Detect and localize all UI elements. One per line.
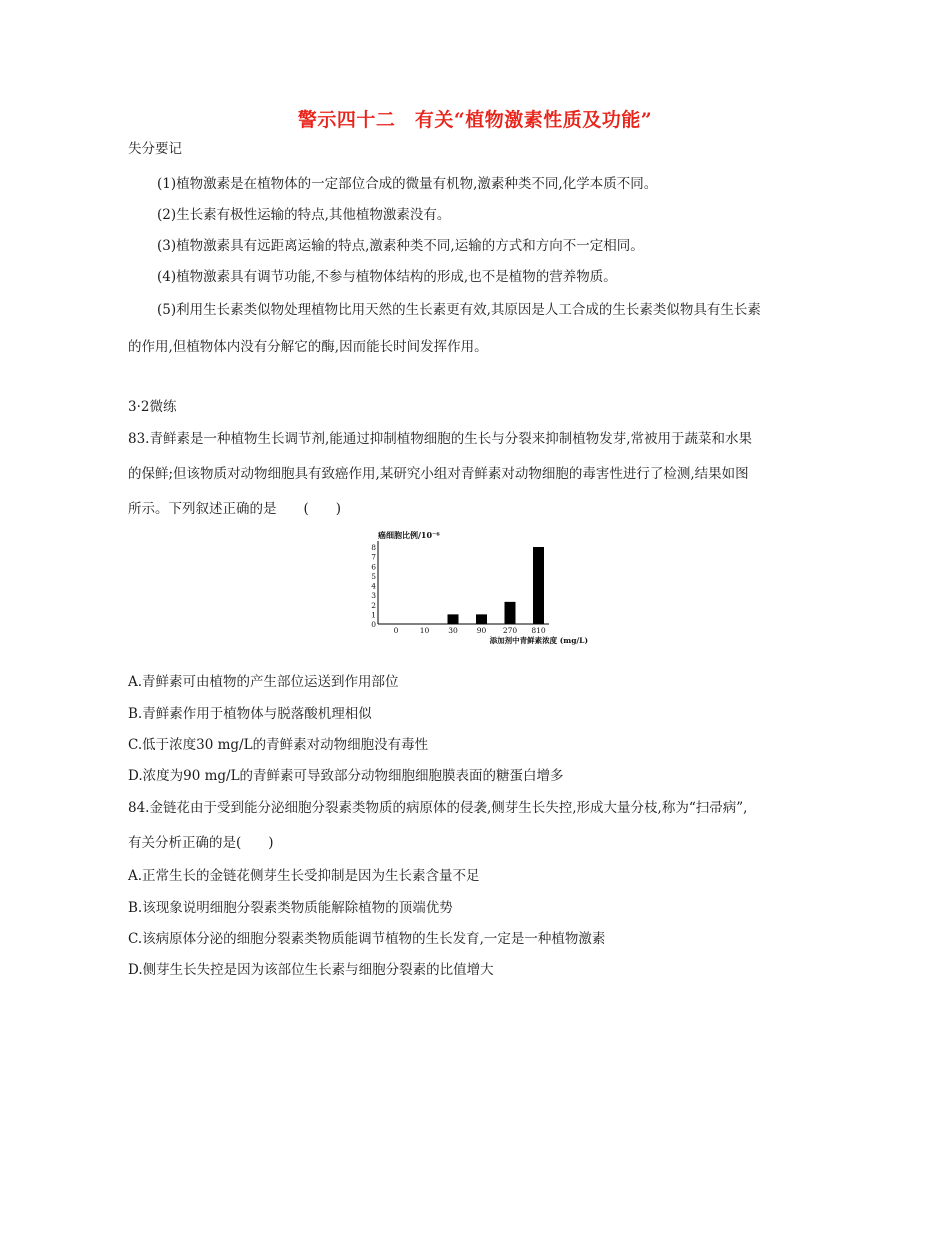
y-tick-label: 2 bbox=[371, 600, 376, 610]
bar-270 bbox=[505, 602, 516, 624]
q84-option-c: C.该病原体分泌的细胞分裂素类物质能调节植物的生长发育,一定是一种植物激素 bbox=[128, 931, 606, 947]
section-heading-practice: 3·2微练 bbox=[128, 399, 177, 415]
x-tick-label: 810 bbox=[531, 626, 546, 635]
bar-30 bbox=[448, 614, 459, 624]
page-title: 警示四十二 有关“植物激素性质及功能” bbox=[297, 109, 653, 131]
section-heading-warning: 失分要记 bbox=[128, 141, 182, 157]
q83-line-2: 的保鲜;但该物质对动物细胞具有致癌作用,某研究小组对青鲜素对动物细胞的毒害性进行了检测,结果如图 bbox=[128, 466, 749, 482]
y-tick-label: 0 bbox=[371, 620, 376, 629]
q84-option-a: A.正常生长的金链花侧芽生长受抑制是因为生长素含量不足 bbox=[128, 868, 480, 884]
bars bbox=[448, 547, 545, 624]
q83-option-d: D.浓度为90 mg/L的青鲜素可导致部分动物细胞细胞膜表面的糖蛋白增多 bbox=[128, 768, 564, 784]
chart-xlabel: 添加剂中青鲜素浓度 (mg/L) bbox=[489, 636, 588, 645]
q84-option-b: B.该现象说明细胞分裂素类物质能解除植物的顶端优势 bbox=[128, 900, 453, 916]
q83-line-3: 所示。下列叙述正确的是 ( ) bbox=[128, 501, 342, 517]
bar-90 bbox=[476, 614, 487, 624]
q83-option-b: B.青鲜素作用于植物体与脱落酸机理相似 bbox=[128, 706, 372, 722]
y-tick-label: 6 bbox=[371, 562, 376, 572]
q84-line-2: 有关分析正确的是( ) bbox=[128, 835, 274, 851]
chart-ylabel: 癌细胞比例/10⁻⁶ bbox=[378, 530, 440, 540]
y-tick-label: 3 bbox=[371, 591, 376, 601]
x-tick-label: 30 bbox=[448, 626, 458, 635]
point-4: (4)植物激素具有调节功能,不参与植物体结构的形成,也不是植物的营养物质。 bbox=[157, 269, 617, 285]
q83-option-c: C.低于浓度30 mg/L的青鲜素对动物细胞没有毒性 bbox=[128, 737, 429, 753]
q84-option-d: D.侧芽生长失控是因为该部位生长素与细胞分裂素的比值增大 bbox=[128, 962, 494, 978]
point-5-continued: 的作用,但植物体内没有分解它的酶,因而能长时间发挥作用。 bbox=[128, 339, 488, 355]
y-tick-label: 1 bbox=[371, 610, 376, 620]
x-tick-label: 90 bbox=[476, 626, 487, 635]
y-tick-label: 8 bbox=[371, 543, 376, 552]
x-tick-label: 10 bbox=[419, 626, 430, 635]
y-ticks bbox=[371, 543, 376, 629]
y-tick-label: 7 bbox=[371, 552, 376, 562]
point-5: (5)利用生长素类似物处理植物比用天然的生长素更有效,其原因是人工合成的生长素类似物具有生长素 bbox=[157, 302, 761, 318]
y-tick-label: 5 bbox=[371, 571, 376, 581]
q83-line-1: 83.青鲜素是一种植物生长调节剂,能通过抑制植物细胞的生长与分裂来抑制植物发芽,常被用于蔬菜和水果 bbox=[128, 431, 753, 447]
bar-810 bbox=[533, 547, 544, 624]
x-tick-label: 270 bbox=[502, 626, 518, 635]
point-2: (2)生长素有极性运输的特点,其他植物激素没有。 bbox=[157, 207, 451, 223]
x-tick-label: 0 bbox=[393, 626, 399, 635]
y-tick-label: 4 bbox=[371, 581, 376, 591]
x-ticks bbox=[394, 626, 546, 635]
point-3: (3)植物激素具有远距离运输的特点,激素种类不同,运输的方式和方向不一定相同。 bbox=[157, 238, 644, 254]
q83-option-a: A.青鲜素可由植物的产生部位运送到作用部位 bbox=[128, 674, 399, 690]
q84-line-1: 84.金链花由于受到能分泌细胞分裂素类物质的病原体的侵袭,侧芽生长失控,形成大量分枝,称为“扫帚病”, bbox=[128, 800, 748, 816]
point-1: (1)植物激素是在植物体的一定部位合成的微量有机物,激素种类不同,化学本质不同。 bbox=[157, 176, 658, 192]
bar-chart bbox=[357, 527, 590, 649]
